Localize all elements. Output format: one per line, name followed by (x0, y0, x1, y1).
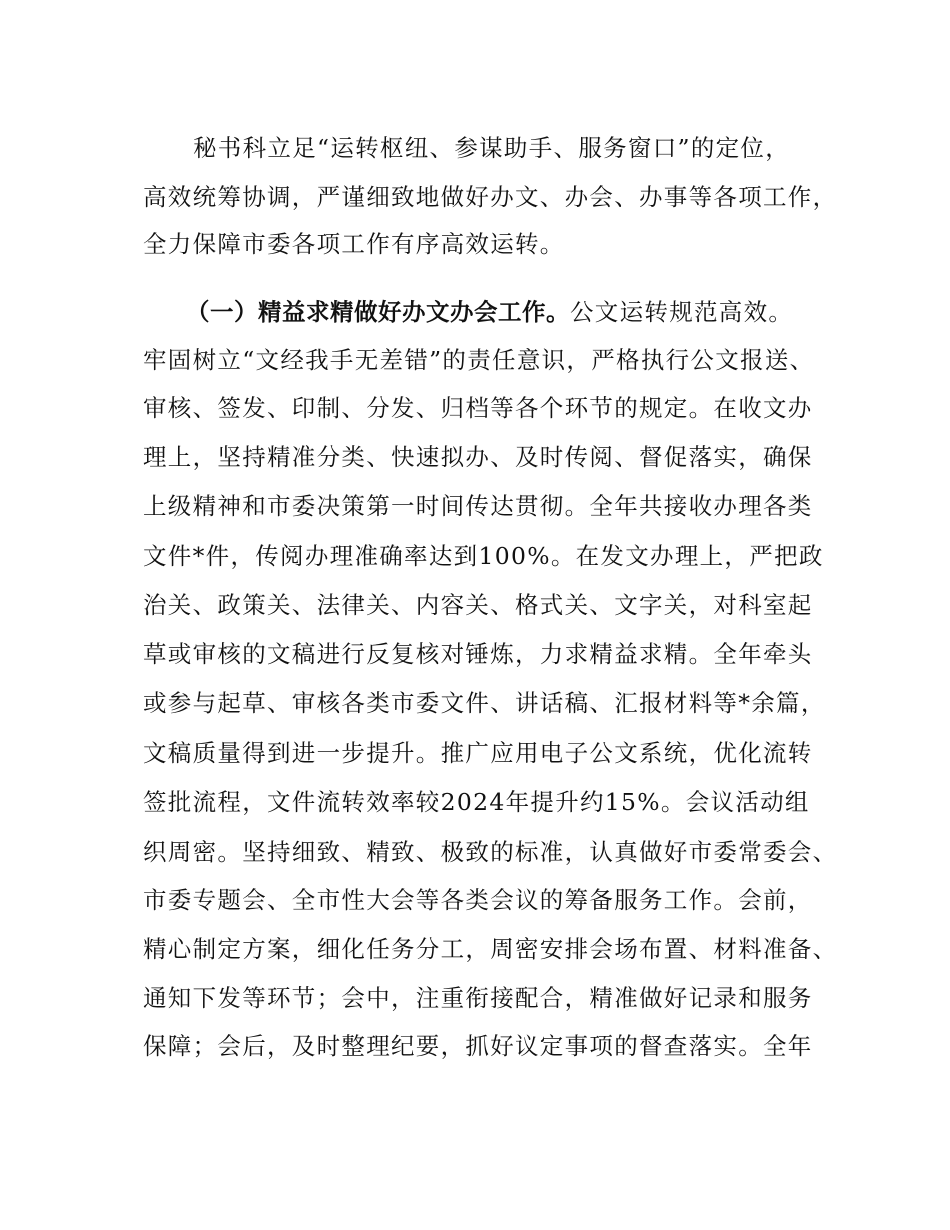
paragraph-line: 牢固树立“文经我手无差错”的责任意识，严格执行公文报送、 (143, 346, 815, 374)
paragraph-line: 理上，坚持精准分类、快速拟办、及时传阅、督促落实，确保 (143, 443, 813, 471)
paragraph-line: 高效统筹协调，严谨细致地做好办文、办会、办事等各项工作， (143, 183, 838, 211)
paragraph-line: 文稿质量得到进一步提升。推广应用电子公文系统，优化流转 (143, 739, 813, 767)
paragraph-line: 市委专题会、全市性大会等各类会议的筹备服务工作。会前， (143, 886, 813, 914)
paragraph-line: 审核、签发、印制、分发、归档等各个环节的规定。在收文办 (143, 394, 813, 422)
paragraph-line: 或参与起草、审核各类市委文件、讲话稿、汇报材料等*余篇， (143, 689, 826, 717)
paragraph-line: 上级精神和市委决策第一时间传达贯彻。全年共接收办理各类 (143, 492, 813, 520)
section-lead: 公文运转规范高效。 (570, 298, 794, 326)
section-heading-line (186, 297, 793, 327)
paragraph-line: 文件*件，传阅办理准确率达到100%。在发文办理上，严把政 (143, 542, 824, 570)
paragraph-line: 治关、政策关、法律关、内容关、格式关、文字关，对科室起 (143, 591, 813, 619)
paragraph-line: 保障；会后，及时整理纪要，抓好议定事项的督查落实。全年 (143, 1032, 813, 1060)
paragraph-line: 签批流程，文件流转效率较2024年提升约15%。会议活动组 (143, 788, 810, 816)
paragraph-line: 织周密。坚持细致、精致、极致的标准，认真做好市委常委会、 (143, 838, 838, 866)
paragraph-line: 精心制定方案，细化任务分工，周密安排会场布置、材料准备、 (143, 935, 838, 963)
paragraph-line: 秘书科立足“运转枢纽、参谋助手、服务窗口”的定位， (193, 134, 791, 162)
section-heading: （一）精益求精做好办文办会工作。 (186, 298, 570, 326)
paragraph-line: 通知下发等环节；会中，注重衔接配合，精准做好记录和服务 (143, 984, 813, 1012)
paragraph-line: 草或审核的文稿进行反复核对锤炼，力求精益求精。全年牵头 (143, 640, 813, 668)
paragraph-line: 全力保障市委各项工作有序高效运转。 (143, 230, 565, 258)
